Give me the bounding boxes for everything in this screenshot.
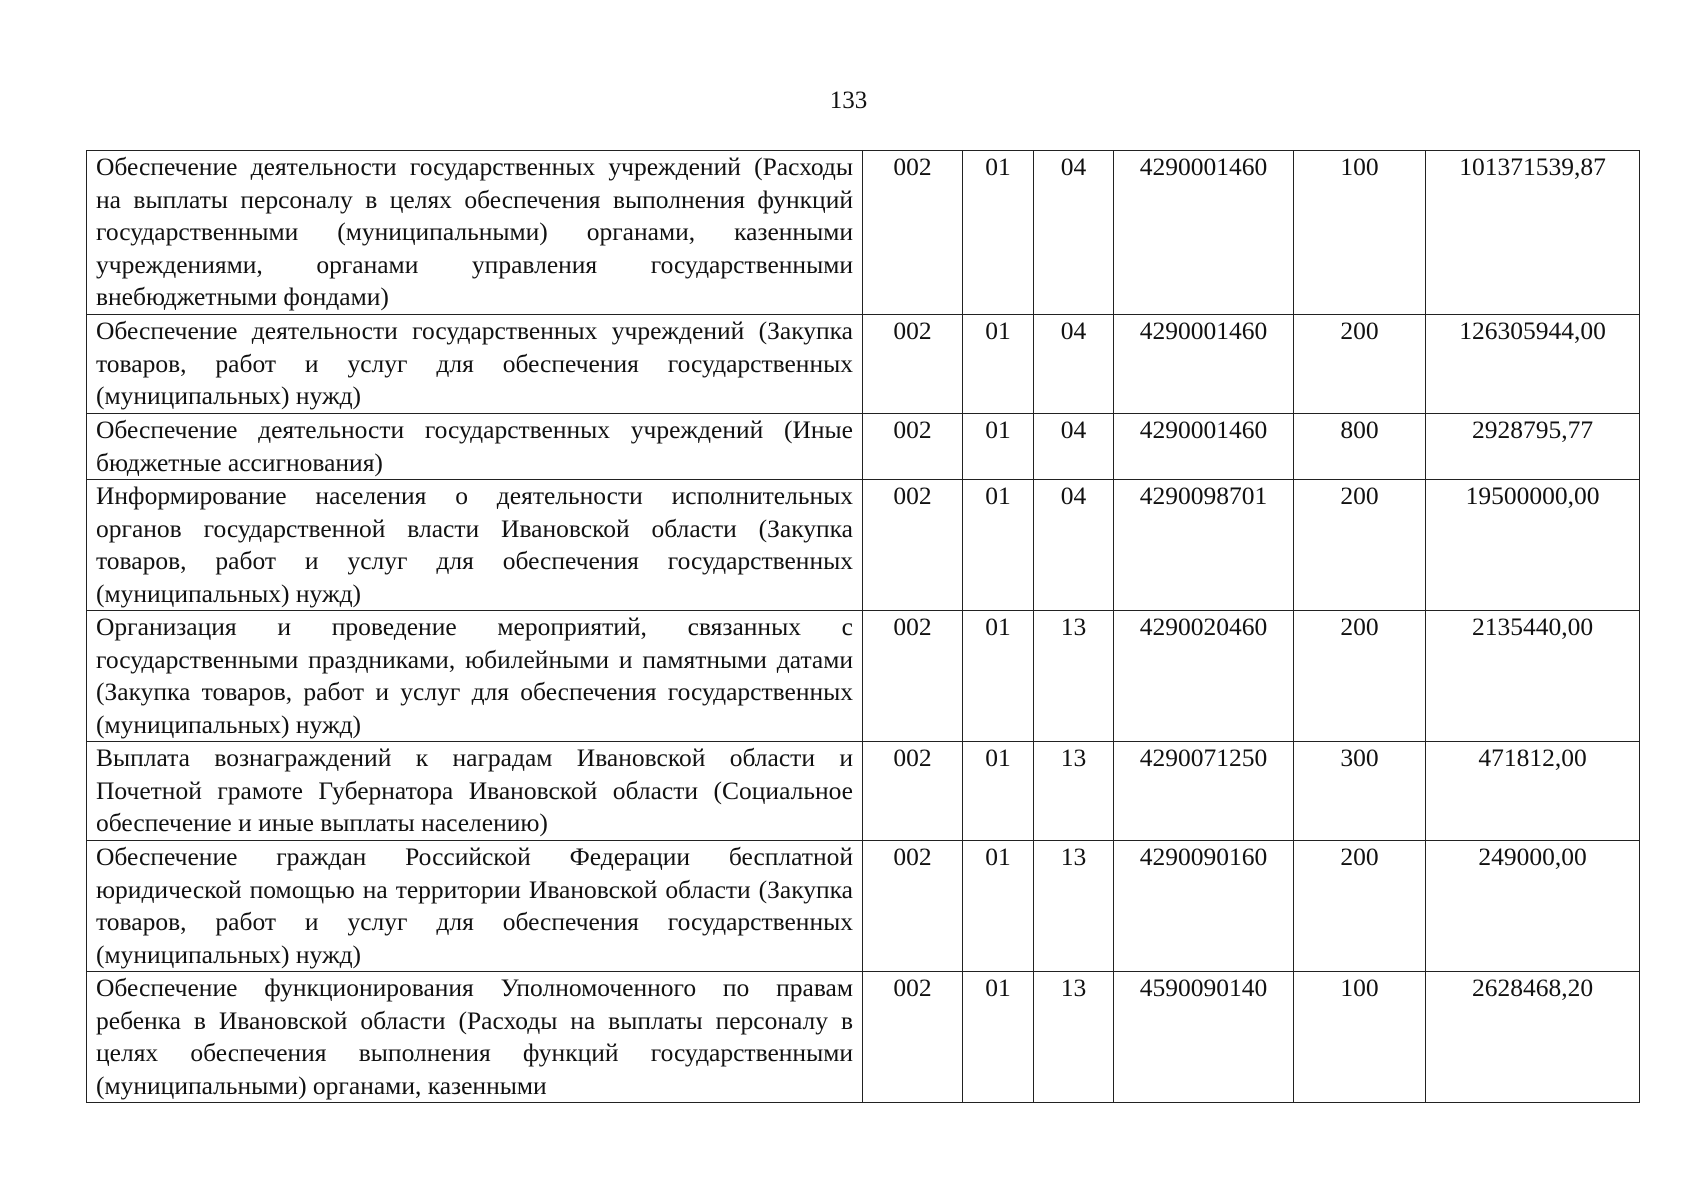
budget-table xyxy=(86,150,1640,1103)
row-ministry-code: 002 xyxy=(863,414,963,480)
budget-table-body xyxy=(87,151,1640,1103)
table-row xyxy=(87,611,1640,742)
row-subsection-code: 04 xyxy=(1034,414,1114,480)
row-amount: 101371539,87 xyxy=(1426,151,1640,315)
row-amount: 2928795,77 xyxy=(1426,414,1640,480)
row-ministry-code: 002 xyxy=(863,480,963,611)
row-section-code: 01 xyxy=(963,972,1034,1103)
row-amount: 126305944,00 xyxy=(1426,315,1640,414)
row-ministry-code: 002 xyxy=(863,151,963,315)
row-expense-type: 100 xyxy=(1294,151,1426,315)
table-row xyxy=(87,742,1640,841)
table-row xyxy=(87,841,1640,972)
row-target-article: 4290001460 xyxy=(1114,151,1294,315)
row-subsection-code: 13 xyxy=(1034,611,1114,742)
row-ministry-code: 002 xyxy=(863,611,963,742)
row-expense-type: 200 xyxy=(1294,480,1426,611)
row-description: Организация и проведение мероприятий, связанных с государственными праздниками, юбилейными и памятными датами (Закупка товаров, работ и услуг для обеспечения государственных (муниципальных) нужд) xyxy=(87,611,863,742)
row-amount: 2628468,20 xyxy=(1426,972,1640,1103)
row-target-article: 4290001460 xyxy=(1114,414,1294,480)
table-row xyxy=(87,315,1640,414)
row-section-code: 01 xyxy=(963,480,1034,611)
row-ministry-code: 002 xyxy=(863,315,963,414)
row-target-article: 4590090140 xyxy=(1114,972,1294,1103)
row-description: Обеспечение деятельности государственных учреждений (Иные бюджетные ассигнования) xyxy=(87,414,863,480)
row-description: Выплата вознаграждений к наградам Ивановской области и Почетной грамоте Губернатора Ивановской области (Социальное обеспечение и иные выплаты населению) xyxy=(87,742,863,841)
row-target-article: 4290090160 xyxy=(1114,841,1294,972)
row-description: Обеспечение функционирования Уполномоченного по правам ребенка в Ивановской области (Расходы на выплаты персоналу в целях обеспечения выполнения функций государственными (муниципальными) органами, казенными xyxy=(87,972,863,1103)
row-expense-type: 200 xyxy=(1294,611,1426,742)
row-subsection-code: 04 xyxy=(1034,315,1114,414)
row-section-code: 01 xyxy=(963,151,1034,315)
row-section-code: 01 xyxy=(963,315,1034,414)
row-target-article: 4290020460 xyxy=(1114,611,1294,742)
row-amount: 471812,00 xyxy=(1426,742,1640,841)
row-amount: 2135440,00 xyxy=(1426,611,1640,742)
row-target-article: 4290071250 xyxy=(1114,742,1294,841)
row-expense-type: 200 xyxy=(1294,315,1426,414)
row-expense-type: 800 xyxy=(1294,414,1426,480)
row-subsection-code: 04 xyxy=(1034,480,1114,611)
table-row xyxy=(87,414,1640,480)
row-amount: 19500000,00 xyxy=(1426,480,1640,611)
row-expense-type: 300 xyxy=(1294,742,1426,841)
row-subsection-code: 13 xyxy=(1034,841,1114,972)
row-section-code: 01 xyxy=(963,742,1034,841)
row-expense-type: 200 xyxy=(1294,841,1426,972)
row-section-code: 01 xyxy=(963,611,1034,742)
table-row xyxy=(87,972,1640,1103)
row-target-article: 4290098701 xyxy=(1114,480,1294,611)
table-row xyxy=(87,480,1640,611)
row-description: Обеспечение граждан Российской Федерации бесплатной юридической помощью на территории Ивановской области (Закупка товаров, работ и услуг для обеспечения государственных (муниципальных) нужд) xyxy=(87,841,863,972)
row-description: Информирование населения о деятельности исполнительных органов государственной власти Ивановской области (Закупка товаров, работ и услуг для обеспечения государственных (муниципальных) нужд) xyxy=(87,480,863,611)
table-row xyxy=(87,151,1640,315)
row-subsection-code: 04 xyxy=(1034,151,1114,315)
row-ministry-code: 002 xyxy=(863,972,963,1103)
row-description: Обеспечение деятельности государственных учреждений (Расходы на выплаты персоналу в целях обеспечения выполнения функций государственными (муниципальными) органами, казенными учреждениями, органами управления государственными внебюджетными фондами) xyxy=(87,151,863,315)
row-section-code: 01 xyxy=(963,414,1034,480)
row-expense-type: 100 xyxy=(1294,972,1426,1103)
row-amount: 249000,00 xyxy=(1426,841,1640,972)
row-ministry-code: 002 xyxy=(863,742,963,841)
row-description: Обеспечение деятельности государственных учреждений (Закупка товаров, работ и услуг для обеспечения государственных (муниципальных) нужд) xyxy=(87,315,863,414)
row-subsection-code: 13 xyxy=(1034,742,1114,841)
row-section-code: 01 xyxy=(963,841,1034,972)
row-subsection-code: 13 xyxy=(1034,972,1114,1103)
page-number: 133 xyxy=(829,87,868,114)
row-ministry-code: 002 xyxy=(863,841,963,972)
row-target-article: 4290001460 xyxy=(1114,315,1294,414)
